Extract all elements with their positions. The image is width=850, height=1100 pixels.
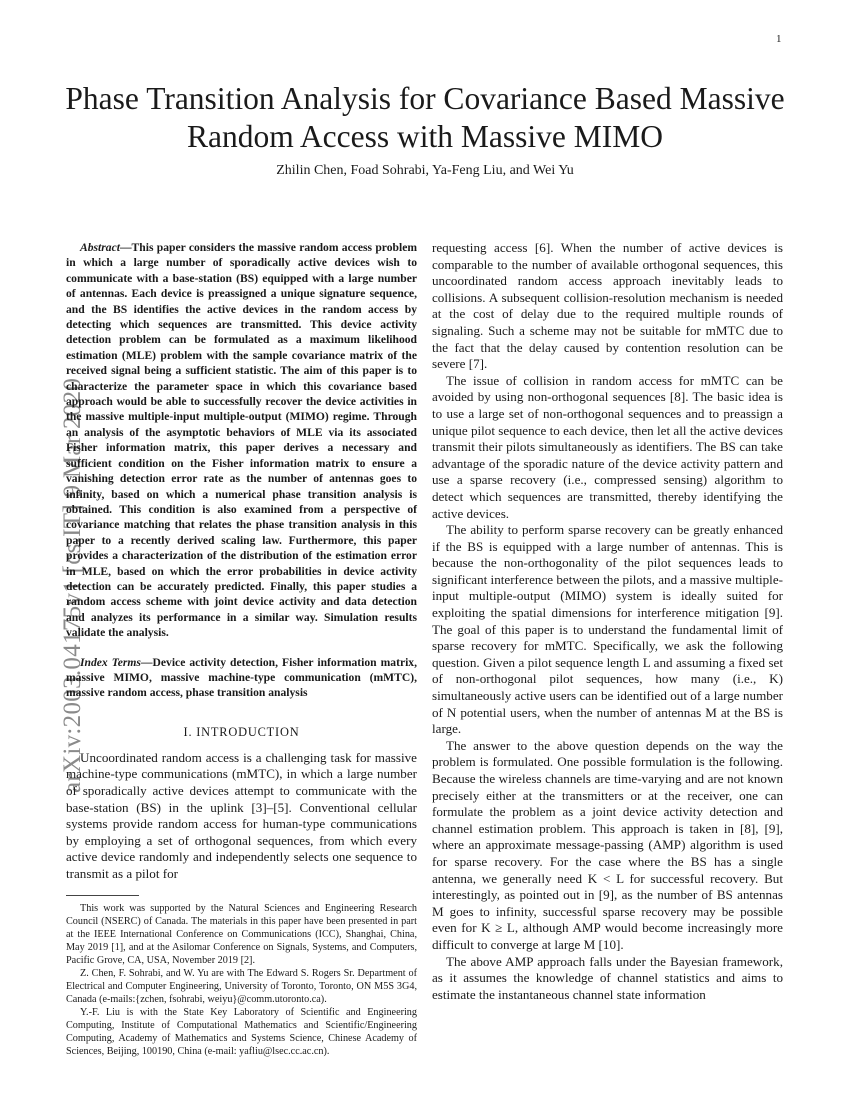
footnote-affiliation-1: Z. Chen, F. Sohrabi, and W. Yu are with The Edward S. Rogers Sr. Department of Electrical and Computer Engineering, University of Toronto, Toronto, ON M5S 3G4, Canada (e-mails:{zchen, fsohrabi, weiyu}@comm.utoronto.ca). [66, 967, 417, 1005]
abstract-text: —This paper considers the massive random access problem in which a large number of sporadically active devices wish to communicate with a base-station (BS) equipped with a large number of antennas. Each device is preassigned a unique signature sequence, and the BS identifies the active devices in the random access by detecting which sequences are transmitted. This device activity detection problem can be formulated as a maximum likelihood estimation (MLE) problem with the sample covariance matrix of the received signal being a sufficient statistic. The aim of this paper is to characterize the parameter space in which this covariance based approach would be able to successfully recover the device activities in the massive multiple-input multiple-output (MIMO) regime. Through an analysis of the asymptotic behaviors of MLE via its associated Fisher information matrix, this paper derives a necessary and sufficient condition on the Fisher information matrix to ensure a vanishing detection error rate as the number of antennas goes to infinity, based on which a numerical phase transition analysis is obtained. This condition is also examined from a perspective of covariance matching that relates the phase transition analysis in this paper to a recently derived scaling law. Furthermore, this paper provides a characterization of the distribution of the estimation error in MLE, based on which the error probabilities in device activity detection can be accurately predicted. Finally, this paper studies a random access scheme with joint device activity and data detection and analyzes its performance in a similar way. Simulation results validate the analysis. [66, 241, 417, 640]
right-paragraph: The ability to perform sparse recovery can be greatly enhanced if the BS is equipped with a large number of antennas. This is because the non-orthogonality of the pilot sequences leads to significant interference between the pilots, and a massive multiple-input multiple-output (MIMO) system is ideally suited for exploiting the spatial dimensions for interference mitigation [9]. The goal of this paper is to understand the fundamental limit of sparse recovery for mMTC. Specifically, we ask the following question. Given a pilot sequence length L and assuming a fixed set of non-orthogonal pilot sequences, how many (i.e., K) simultaneously active users can be identified out of a large number of N potential users, when the number of antennas M at the BS is large. [432, 522, 783, 737]
arxiv-stamp [14, 293, 86, 793]
paper-title: Phase Transition Analysis for Covariance Based Massive Random Access with Massive MIMO [65, 81, 785, 154]
right-paragraph: requesting access [6]. When the number of active devices is comparable to the number of available orthogonal sequences, this uncoordinated random access approach inevitably leads to collisions. A subsequent collision-resolution mechanism is needed at the cost of delay due to the required multiple rounds of signaling. Such a scheme may not be suitable for mMTC due to the fact that the delay caused by contention resolution can be severe [7]. [432, 240, 783, 372]
section-heading: I. INTRODUCTION [183, 724, 300, 739]
index-terms-label: Index Terms [80, 655, 141, 669]
right-column [432, 240, 783, 1003]
abstract-label: Abstract [80, 241, 120, 254]
right-paragraph: The above AMP approach falls under the Bayesian framework, as it assumes the knowledge of channel statistics and aims to estimate the instantaneous channel state information [432, 953, 783, 1002]
index-terms-text: —Device activity detection, Fisher information matrix, massive MIMO, massive machine-type communication (mMTC), massive random access, phase transition analysis [66, 655, 418, 700]
footnote-funding: This work was supported by the Natural Sciences and Engineering Research Council (NSERC) of Canada. The materials in this paper have been presented in part at the IEEE International Conference on Communications (ICC), Shanghai, China, May 2019 [1], and at the Asilomar Conference on Signals, Systems, and Computers, Pacific Grove, CA, USA, November 2019 [2]. [66, 902, 417, 966]
footnote-affiliation-2: Y.-F. Liu is with the State Key Laboratory of Scientific and Engineering Computing, Institute of Computational Mathematics and Scientific/Engineering Computing, Academy of Mathematics and Systems Science, Chinese Academy of Sciences, Beijing, 100190, China (e-mail: yafliu@lsec.cc.ac.cn). [66, 1006, 417, 1057]
index-terms [66, 655, 417, 701]
author-list: Zhilin Chen, Foad Sohrabi, Ya-Feng Liu, and Wei Yu [276, 163, 574, 178]
right-paragraph: The issue of collision in random access for mMTC can be avoided by using non-orthogonal sequences [8]. The basic idea is to use a large set of non-orthogonal sequences and to preassign a unique pilot sequence to each device, then let all the active devices transmit their pilots simultaneously as identifiers. The BS can take advantage of the sporadic nature of the device activity pattern and use a sparse recovery (i.e., compressed sensing) algorithm to detect which sequences are transmitted, thereby identifying the active devices. [432, 372, 783, 521]
right-paragraph: The answer to the above question depends on the way the problem is formulated. One possible formulation is the following. Because the wireless channels are time-varying and are not known precisely either at the transmitters or at the receiver, one can formulate the problem as a joint device activity detection and channel estimation problem. This approach is taken in [8], [9], where an approximate message-passing (AMP) algorithm is used for sparse recovery. For the case where the BS has a single antenna, we generally need K < L for successful recovery. But interestingly, as pointed out in [9], as the number of BS antennas M goes to infinity, successful sparse recovery may be possible even for K ≥ L, although AMP would become increasingly more difficult to converge at large M [10]. [432, 737, 783, 952]
page-number: 1 [776, 33, 782, 45]
footnote-divider [66, 895, 139, 896]
left-paragraph: Uncoordinated random access is a challenging task for massive machine-type communications (mMTC), in which a large number of sporadically active devices attempt to communicate with the base-station (BS) in the uplink [3]–[5]. Conventional cellular systems provide random access for human-type communications by employing a set of orthogonal sequences, from which every active device randomly and independently selects one sequence to transmit as a pilot for [66, 749, 417, 881]
arxiv-stamp-text: arXiv:2003.04175v1 [cs.IT] 9 Mar 2020 [59, 377, 86, 793]
left-column [66, 240, 417, 1058]
abstract [66, 240, 417, 641]
